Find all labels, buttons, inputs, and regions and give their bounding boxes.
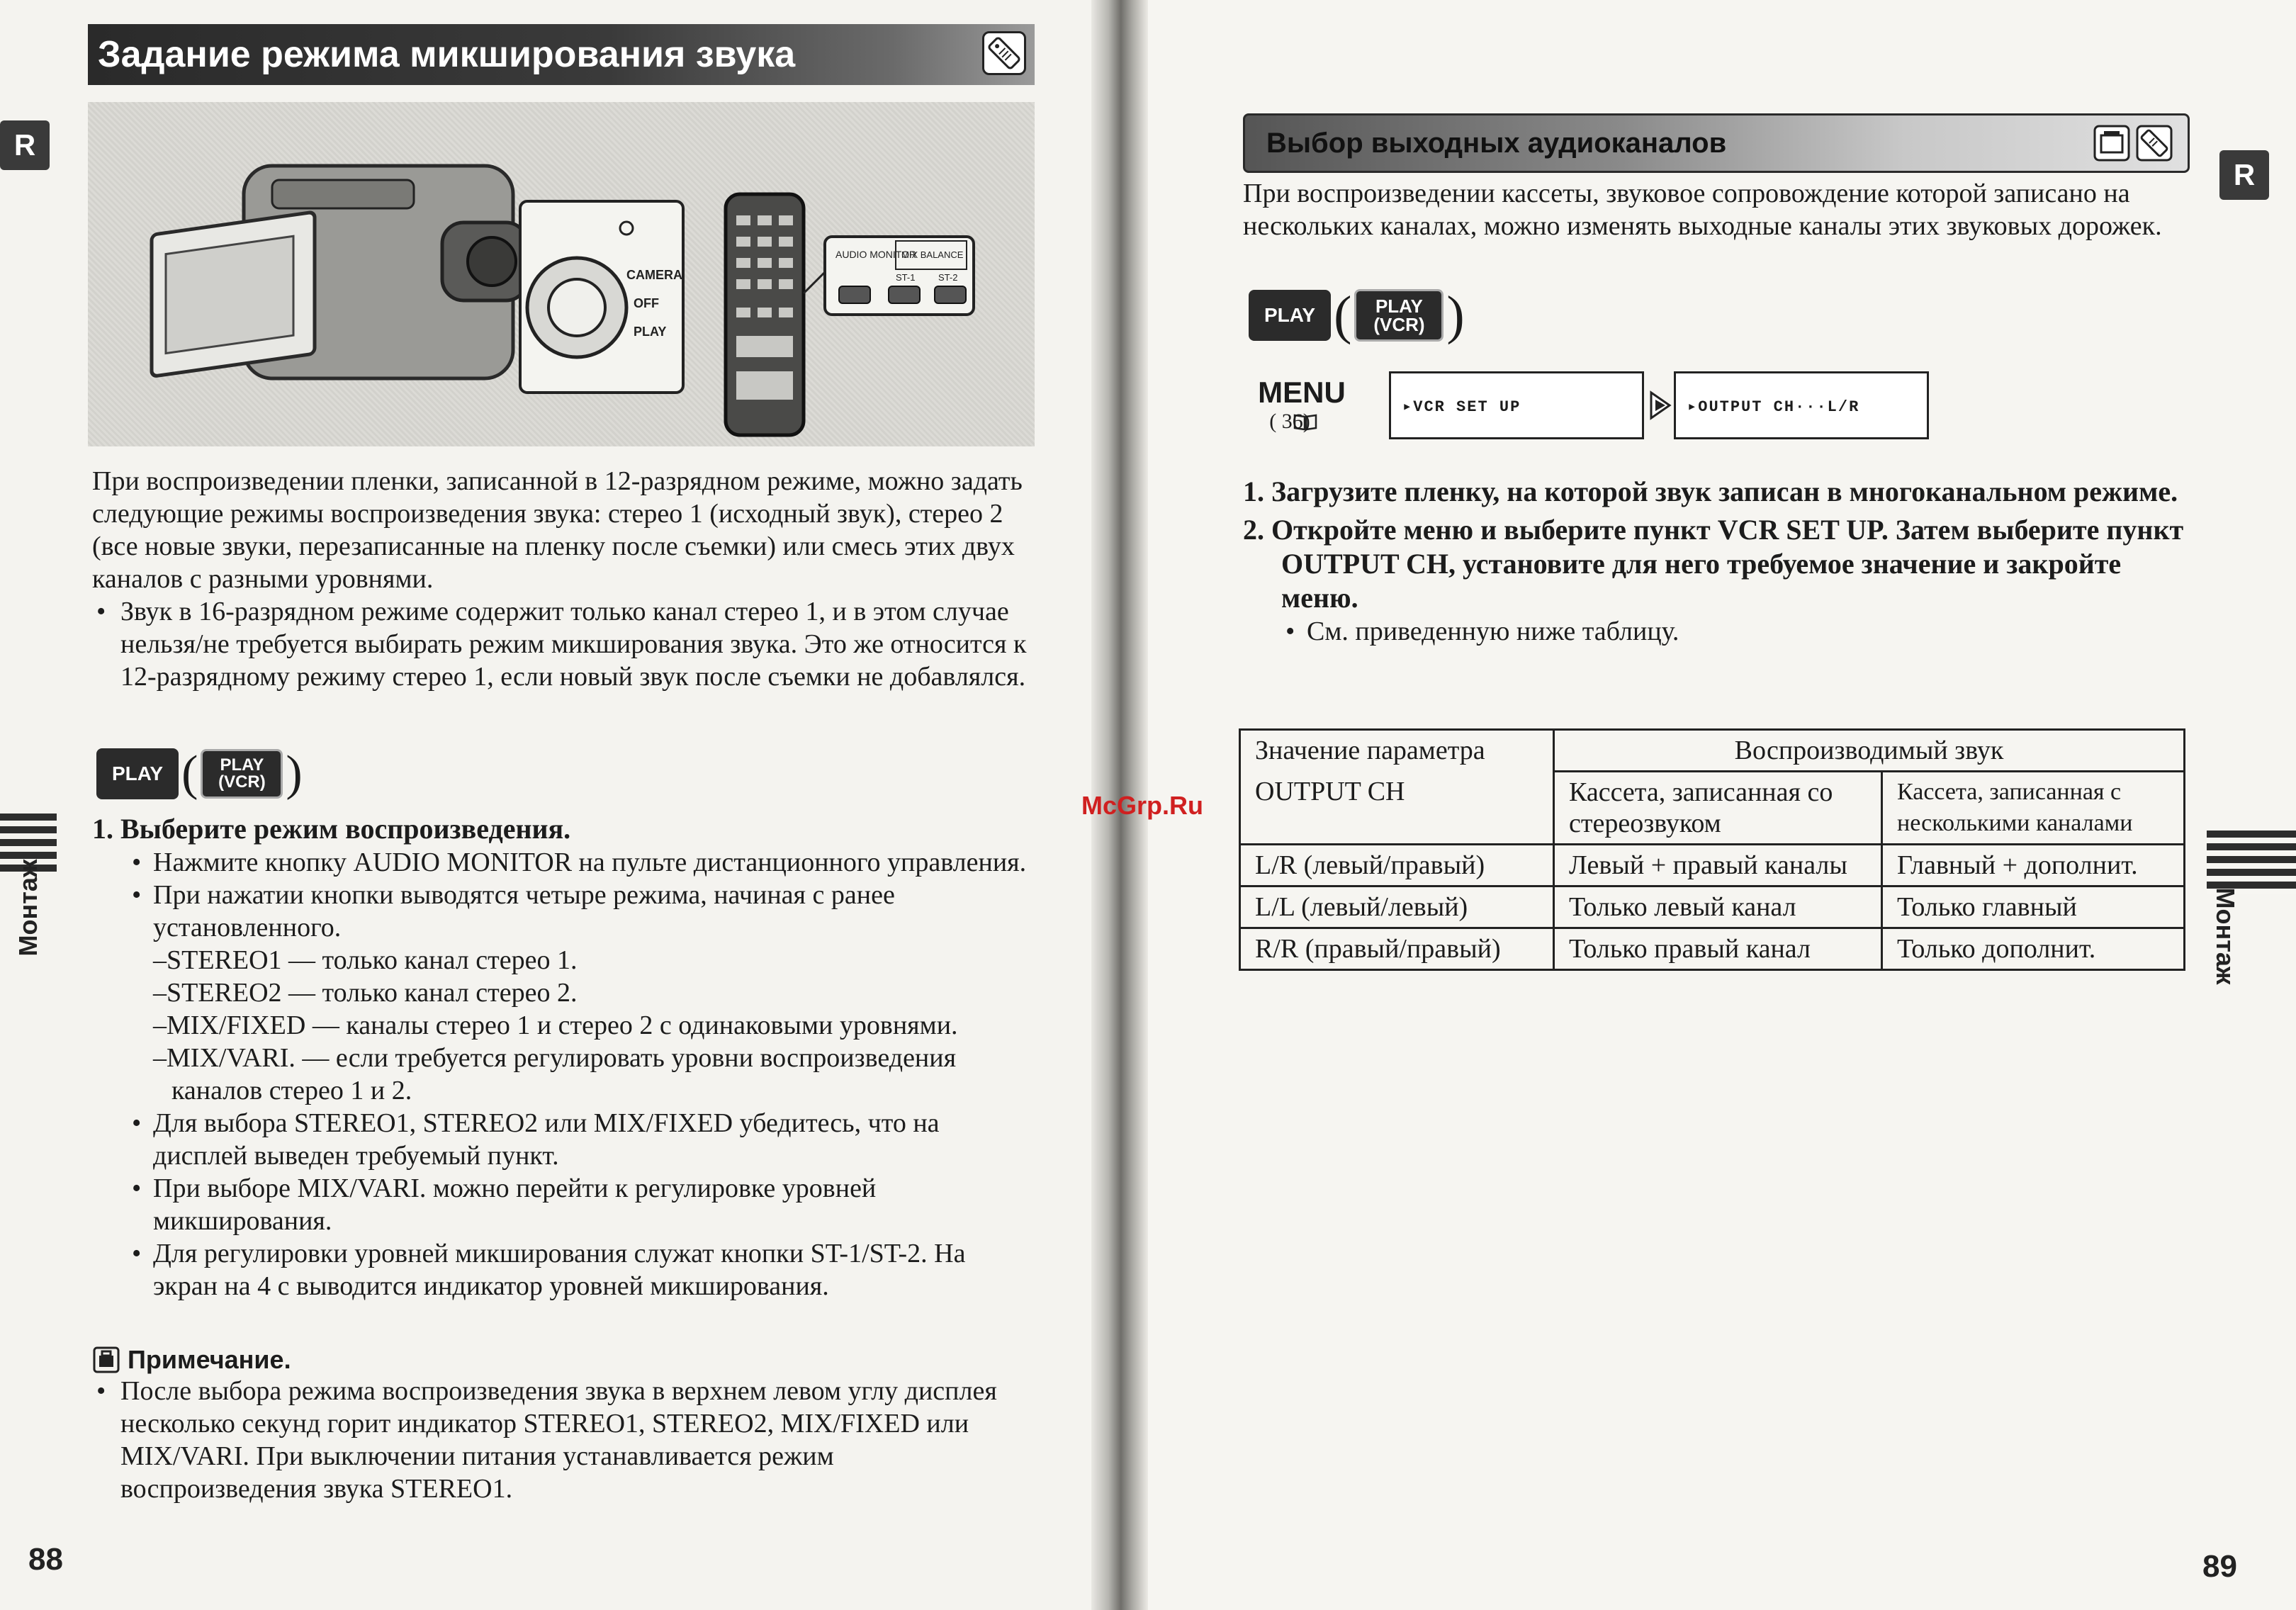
table-cell-param: L/R (левый/правый) (1240, 845, 1554, 886)
section-tab-letter: R (2233, 158, 2256, 191)
right-step-1: 1. Загрузите пленку, на которой звук записан в многоканальном режиме. (1243, 475, 2178, 507)
step-1-more (132, 1107, 1035, 1302)
intro-text: При воспроизведении пленки, записанной в 12-разрядном режиме, можно задать следующие режимы воспроизведения звука: стерео 1 (исходный звук), стерео 2 (все новые звуки, перезаписанные на пленку после съемки) или смесь этих двух каналов с разными уровнями. (92, 466, 1023, 594)
remote-control-icon (982, 31, 1026, 75)
table-row (1240, 886, 2185, 928)
section-tab-letter: R (13, 128, 36, 162)
page-number-right: 89 (2202, 1549, 2237, 1584)
step-1-title: 1. Выберите режим воспроизведения. (92, 813, 571, 845)
menu-step-output-ch: ▸OUTPUT CH···L/R (1674, 371, 1929, 439)
table-header-row (1240, 730, 2185, 772)
step-1-bullet-text: При нажатии кнопки выводятся четыре режима, начиная с ранее установленного. (153, 880, 895, 942)
page-title-text: Задание режима микширования звука (98, 34, 796, 75)
note-text: После выбора режима воспроизведения звука в верхнем левом углу дисплея несколько секунд горит индикатор STEREO1, STEREO2, MIX/FIXED или MIX/VARI. При выключении питания устанавливается режим воспроизведения звука STEREO1. (120, 1376, 997, 1504)
note-title: Примечание. (128, 1345, 291, 1374)
table-row (1240, 845, 2185, 886)
table-header-param-line2: OUTPUT CH (1255, 777, 1405, 806)
menu-step-vcr-set-up: ▸VCR SET UP (1389, 371, 1644, 439)
note-block (92, 1345, 1035, 1505)
table-cell-stereo: Только левый канал (1554, 886, 1882, 928)
camcorder-illustration (88, 102, 1035, 446)
note-header (92, 1345, 1035, 1375)
right-step-2-bullet: • См. приведенную ниже таблицу. (1285, 617, 1679, 646)
table-cell-stereo: Левый + правый каналы (1554, 845, 1882, 886)
side-label-montage: Монтаж (13, 859, 43, 957)
section-tab-r (0, 120, 50, 170)
page-title (88, 24, 1035, 85)
watermark: McGrp.Ru (1081, 791, 1204, 820)
table-cell-multi: Главный + дополнит. (1882, 845, 2185, 886)
table-header-stereo: Кассета, записанная со стереозвуком (1554, 772, 1882, 845)
callout-st1: ST-1 (896, 272, 916, 283)
table-cell-param: L/L (левый/левый) (1240, 886, 1554, 928)
dial-label-off: OFF (634, 296, 659, 310)
table-header-param-line1: Значение параметра (1255, 736, 1485, 765)
output-ch-table (1239, 728, 2185, 971)
section-subtitle (1243, 113, 2190, 173)
left-page (0, 0, 1105, 1610)
paren-open: ( (1334, 285, 1352, 345)
right-step-2-bullet-text: См. приведенную ниже таблицу. (1307, 617, 1679, 646)
mode-list (153, 944, 1035, 1107)
page-number: 88 (28, 1542, 63, 1577)
mode-item: –STEREO2 — только канал стерео 2. (153, 978, 578, 1008)
step-1-more-bullet: • Для выбора STEREO1, STEREO2 или MIX/FIXED убедитесь, что на дисплей выведен требуемый пункт. (132, 1107, 1035, 1172)
step-1-bullets (132, 846, 1035, 944)
table-cell-stereo: Только правый канал (1554, 928, 1882, 970)
table-header-param (1240, 730, 1554, 845)
right-steps (1243, 475, 2190, 648)
step-1-more-text: Для выбора STEREO1, STEREO2 или MIX/FIXED убедитесь, что на дисплей выведен требуемый пункт. (153, 1108, 940, 1171)
table-header-sound: Воспроизводимый звук (1554, 730, 2185, 772)
table-header-multi: Кассета, записанная с несколькими каналами (1882, 772, 2185, 845)
callout-st2: ST-2 (938, 272, 958, 283)
step-1-more-bullet: • Для регулировки уровней микширования служат кнопки ST-1/ST-2. На экран на 4 с выводится индикатор уровней микширования. (132, 1237, 1035, 1302)
right-mode-indicator (1249, 283, 1465, 347)
step-1-more-bullet: • При выборе MIX/VARI. можно перейти к регулировке уровней микширования. (132, 1172, 1035, 1237)
step-1-bullet: • Нажмите кнопку AUDIO MONITOR на пульте дистанционного управления. (132, 848, 1027, 877)
callout-audio-monitor: AUDIO MONITOR (835, 249, 917, 260)
step-1-bullet: • При нажатии кнопки выводятся четыре режима, начиная с ранее установленного. (132, 879, 1035, 944)
mode-item: –STEREO1 — только канал стерео 1. (153, 945, 578, 975)
mode-indicator (96, 745, 303, 802)
step-1 (92, 812, 1035, 1302)
play-mode-icon: PLAY (1249, 290, 1331, 341)
menu-ref-text: ( 36) (1269, 410, 1310, 433)
play-mode-icon: PLAY (96, 748, 179, 799)
section-subtitle-text: Выбор выходных аудиоканалов (1266, 128, 1727, 159)
note-icon (92, 1346, 120, 1374)
table-cell-multi: Только дополнит. (1882, 928, 2185, 970)
intro-paragraph (92, 465, 1035, 693)
paren-close: ) (286, 746, 303, 801)
play-vcr-mode-icon: PLAY (VCR) (1354, 289, 1444, 342)
menu-ref (1249, 410, 1355, 434)
section-tab-r-right (2219, 150, 2269, 200)
remote-control-icon (2135, 124, 2173, 162)
table-cell-param: R/R (правый/правый) (1240, 928, 1554, 970)
camera-icon (2093, 124, 2131, 162)
dial-label-camera: CAMERA (626, 268, 682, 282)
menu-label: MENU (1258, 376, 1346, 409)
play-vcr-mode-icon: PLAY (VCR) (201, 749, 283, 799)
callout-mix-balance: MIX BALANCE (901, 249, 964, 260)
step-1-more-text: При выборе MIX/VARI. можно перейти к регулировке уровней микширования. (153, 1173, 877, 1236)
paren-open: ( (181, 746, 198, 801)
note-text-row: • После выбора режима воспроизведения звука в верхнем левом углу дисплея несколько секунд горит индикатор STEREO1, STEREO2, MIX/FIXED или MIX/VARI. При выключении питания устанавливается режим воспроизведения звука STEREO1. (92, 1375, 1035, 1505)
table-row (1240, 928, 2185, 970)
step-1-bullet-text: Нажмите кнопку AUDIO MONITOR на пульте дистанционного управления. (153, 848, 1027, 877)
subtitle-icons (2093, 124, 2173, 162)
arrow-right-icon (1648, 390, 1674, 421)
table-cell-multi: Только главный (1882, 886, 2185, 928)
mode-item: –MIX/VARI. — если требуется регулировать уровни воспроизведения каналов стерео 1 и 2. (153, 1043, 957, 1105)
paren-close: ) (1446, 285, 1465, 345)
camcorder-drawing (88, 102, 1035, 446)
mode-item: –MIX/FIXED — каналы стерео 1 и стерео 2 с одинаковыми уровнями. (153, 1011, 958, 1040)
menu-label-block (1249, 376, 1355, 434)
right-step-2: 2. Откройте меню и выберите пункт VCR SET UP. Затем выберите пункт OUTPUT CH, установите для него требуемое значение и закройте меню. (1243, 514, 2184, 614)
intro-bullet-text: Звук в 16-разрядном режиме содержит только канал стерео 1, и в этом случае нельзя/не требуется выбирать режим микширования звука. Это же относится к 12-разрядному режиму стерео 1, если новый звук после съемки не добавлялся. (120, 597, 1027, 692)
dial-label-play: PLAY (634, 325, 667, 339)
side-label-montage-right: Монтаж (2211, 887, 2240, 985)
intro-bullet: • Звук в 16-разрядном режиме содержит только канал стерео 1, и в этом случае нельзя/не требуется выбирать режим микширования звука. Это же относится к 12-разрядному режиму стерео 1, если новый звук после съемки не добавлялся. (92, 595, 1035, 693)
right-intro: При воспроизведении кассеты, звуковое сопровождение которой записано на нескольких каналах, можно изменять выходные каналы этих звуковых дорожек. (1243, 179, 2162, 241)
step-1-more-text: Для регулировки уровней микширования служат кнопки ST-1/ST-2. На экран на 4 с выводится индикатор уровней микширования. (153, 1239, 966, 1301)
